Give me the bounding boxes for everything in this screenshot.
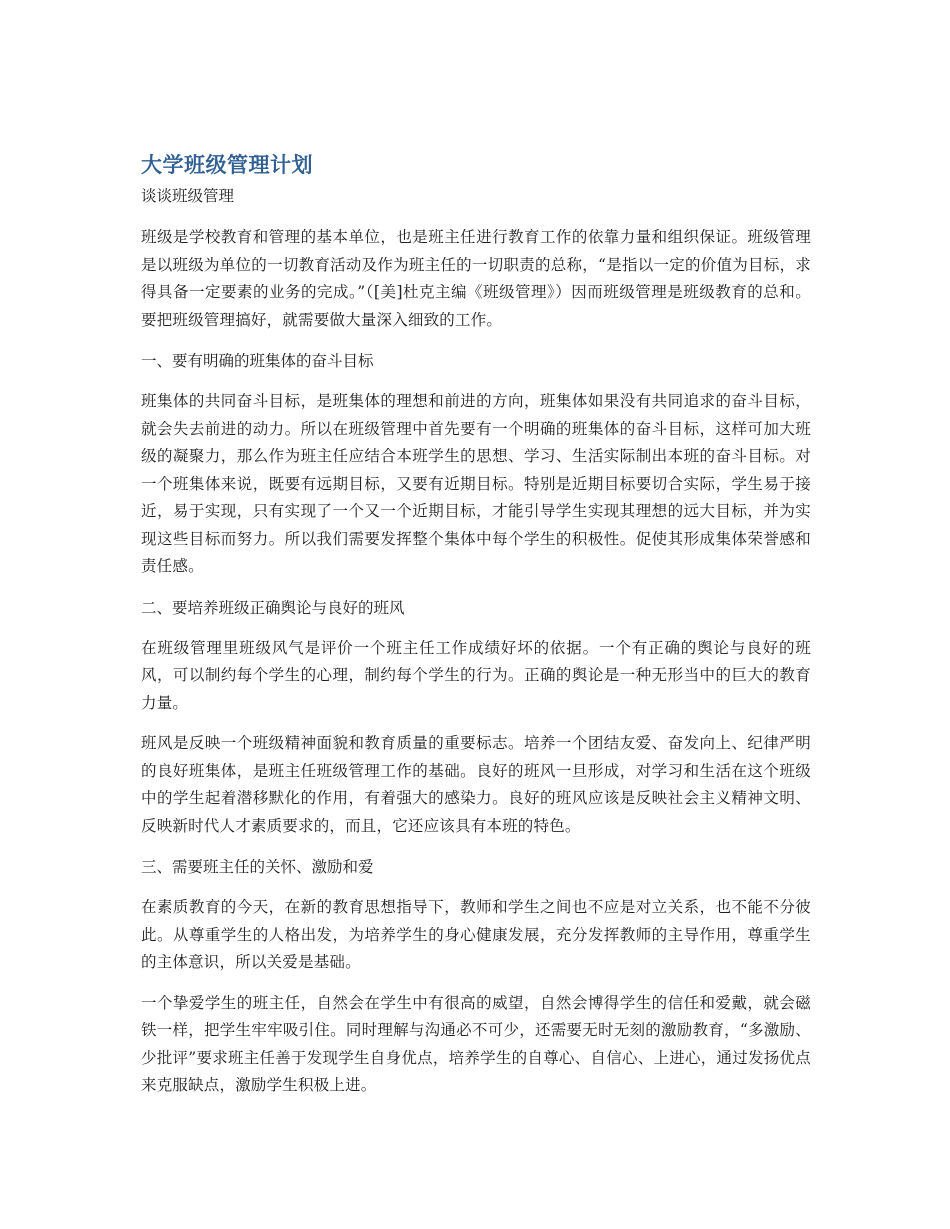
document-page: [141, 148, 811, 1113]
section-1-paragraph-1: 班集体的共同奋斗目标，是班集体的理想和前进的方向，班集体如果没有共同追求的奋斗目标，就会失去前进的动力。所以在班级管理中首先要有一个明确的班集体的奋斗目标，这样可加大班级的凝聚力，那么作为班主任应结合本班学生的思想、学习、生活实际制出本班的奋斗目标。对一个班集体来说，既要有远期目标，又要有近期目标。特别是近期目标要切合实际，学生易于接近，易于实现，只有实现了一个又一个近期目标，才能引导学生实现其理想的远大目标，并为实现这些目标而努力。所以我们需要发挥整个集体中每个学生的积极性。促使其形成集体荣誉感和责任感。: [141, 392, 811, 575]
section-3-paragraph-2: 一个挚爱学生的班主任，自然会在学生中有很高的威望，自然会博得学生的信任和爱戴，就会磁铁一样，把学生牢牢吸引住。同时理解与沟通必不可少，还需要无时无刻的激励教育，“多激励、少批评”要求班主任善于发现学生自身优点，培养学生的自尊心、自信心、上进心，通过发扬优点来克服缺点，激励学生积极上进。: [141, 993, 811, 1094]
document-subtitle: 谈谈班级管理: [141, 187, 235, 205]
section-3-heading: 三、需要班主任的关怀、激励和爱: [141, 858, 374, 876]
section-1-heading: 一、要有明确的班集体的奋斗目标: [141, 352, 374, 370]
section-3-paragraph-1: 在素质教育的今天，在新的教育思想指导下，教师和学生之间也不应是对立关系，也不能不分彼此。从尊重学生的人格出发，为培养学生的身心健康发展，充分发挥教师的主导作用，尊重学生的主体意识，所以关爱是基础。: [141, 898, 811, 971]
intro-paragraph: 班级是学校教育和管理的基本单位，也是班主任进行教育工作的依靠力量和组织保证。班级管理是以班级为单位的一切教育活动及作为班主任的一切职责的总称，“是指以一定的价值为目标，求得具备一定要素的业务的完成。”（[美]杜克主编《班级管理》）因而班级管理是班级教育的总和。要把班级管理搞好，就需要做大量深入细致的工作。: [141, 228, 811, 329]
section-2-paragraph-2: 班风是反映一个班级精神面貌和教育质量的重要标志。培养一个团结友爱、奋发向上、纪律严明的良好班集体，是班主任班级管理工作的基础。良好的班风一旦形成，对学习和生活在这个班级中的学生起着潜移默化的作用，有着强大的感染力。良好的班风应该是反映社会主义精神文明、反映新时代人才素质要求的，而且，它还应该具有本班的特色。: [141, 734, 811, 835]
section-2-paragraph-1: 在班级管理里班级风气是评价一个班主任工作成绩好坏的依据。一个有正确的舆论与良好的班风，可以制约每个学生的心理，制约每个学生的行为。正确的舆论是一种无形当中的巨大的教育力量。: [141, 638, 811, 712]
section-2-heading: 二、要培养班级正确舆论与良好的班风: [141, 598, 405, 617]
document-title: 大学班级管理计划: [141, 153, 313, 177]
